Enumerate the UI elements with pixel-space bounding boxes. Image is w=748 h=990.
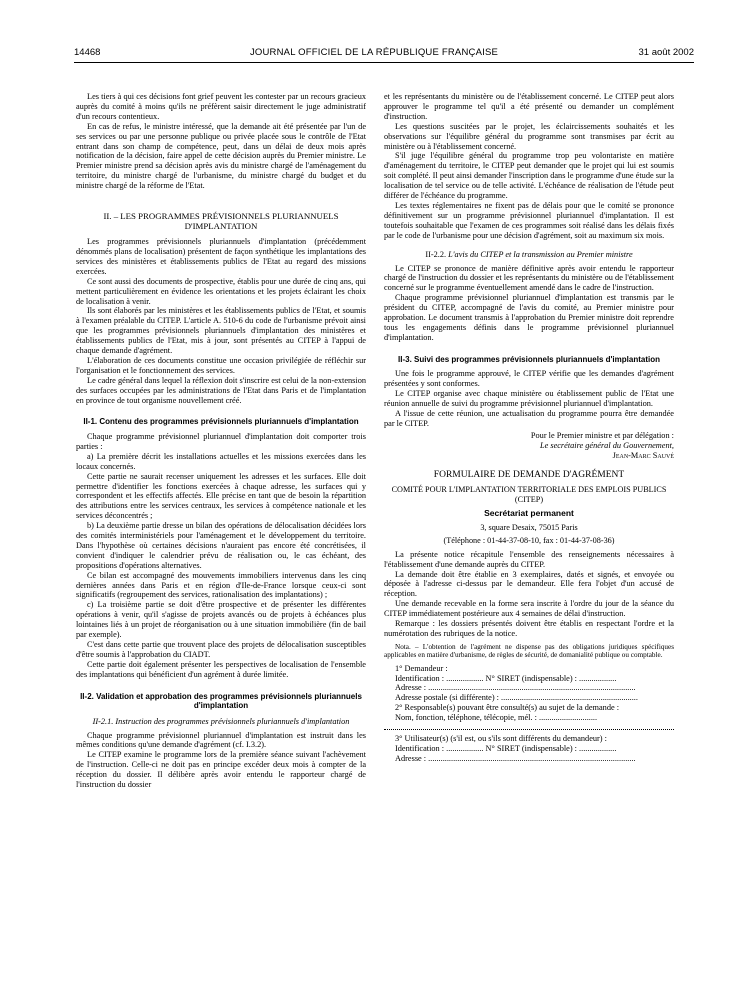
address: 3, square Desaix, 75015 Paris [480,522,578,532]
issue-date: 31 août 2002 [638,47,694,58]
paragraph: Les questions suscitées par le projet, les éclaircissements souhaités et les observations sur l'équilibre général du programme sont transmises par écrit au ministère ou à l'établissement concerné. [384,121,674,151]
form-field-label: 3° Utilisateur(s) (s'il est, ou s'ils sont différents du demandeur) : [395,734,607,744]
paragraph: Une fois le programme approuvé, le CITEP vérifie que les demandes d'agrément présentées y sont conformes. [384,369,674,389]
paragraph: Chaque programme prévisionnel pluriannuel d'implantation est instruit dans les mêmes conditions qu'une demande d'agrément (cf. I.3.2). [76,730,366,750]
paragraph: Une demande recevable en la forme sera inscrite à l'ordre du jour de la séance du CITEP immédiatement postérieure aux 4 semaines de délai d'instruction. [384,599,674,619]
paragraph: Le CITEP organise avec chaque ministère ou établissement public de l'Etat une réunion annuelle de suivi du programme prévisionnel pluriannuel d'implantation. [384,389,674,408]
paragraph: La présente notice récapitule l'ensemble des renseignements nécessaires à l'établissement d'une demande auprès du CITEP. [384,549,674,569]
paragraph: Le cadre général dans lequel la réflexion doit s'inscrire est celui de la non-extension des surfaces occupées par les administrations de l'Etat dans Paris et de l'implantation en province de tout organisme nouvellement créé. [76,375,366,405]
subsubsection-heading: II-2.1. Instruction des programmes prévisionnels pluriannuels d'implantation [92,716,350,726]
paragraph: C'est dans cette partie que trouvent place des projets de délocalisation susceptibles d'être soumis à l'approbation du CIADT. [76,640,366,659]
paragraph: Cette partie doit également présenter les perspectives de localisation de l'ensemble des implantations qui bénéficient d'un agrément à durée limitée. [76,659,366,679]
paragraph: Ce sont aussi des documents de prospective, établis pour une durée de cinq ans, qui mettent particulièrement en évidence les orientations et les projets éclairant les choix de localisation à venir. [76,276,366,306]
form-field: Adresse : .................................................................................................... [395,683,636,693]
heading-number: II-2.2. [425,249,447,259]
paragraph: La demande doit être établie en 3 exemplaires, datés et signés, et envoyée ou déposée à l'adresse ci-dessus par le demandeur. Elle fera l'objet d'un accusé de réception. [384,569,674,599]
paragraph: Cette partie ne saurait recenser uniquement les adresses et les surfaces. Elle doit permettre d'identifier les fonctions exercées à chaque adresse, les surfaces qui y correspondent et les effectifs affectés. Elle précise en tant que de besoin la répartition des attributions entre les services centraux, les services à compétence nationale et les services déconcentrés ; [76,471,366,521]
heading-text: L'avis du CITEP et la transmission au Premier ministre [448,249,633,259]
form-field: Identification : .................. N° SIRET (indispensable) : .................. [395,744,617,753]
form-field: Identification : .................. N° SIRET (indispensable) : .................. [395,673,617,683]
signatory-name: Jean-Marc Sauvé [612,450,674,460]
form-field: Adresse postale (si différente) : .................................................................. [395,693,638,703]
paragraph: b) La deuxième partie dresse un bilan des opérations de délocalisation décidées lors des comités interministériels pour l'aménagement et le développement du territoire. Dans l'hypothèse où certaines décisions n'auraient pas encore été concrétisées, il convient d'indiquer le calendrier prévu de réalisation ou, le cas échéant, des propositions d'opérations alternatives. [76,521,366,570]
paragraph: En cas de refus, le ministre intéressé, que la demande ait été présentée par l'un de ses services ou par une personne publique ou privée placée sous le contrôle de l'Etat entrant dans son champ de compétence, peut, dans un délai de deux mois après notification de la décision, faire appel de cette décision auprès du Premier ministre. Le Premier ministre prend sa décision après avis du ministre chargé de l'aménagement du territoire, du ministre chargé de l'urbanisme, du ministre chargé du budget et du ministre chargé de la réforme de l'Etat. [76,121,366,191]
paragraph: a) La première décrit les installations actuelles et les missions exercées dans les locaux concernés. [76,451,366,471]
left-column [76,92,366,790]
phone-fax: (Téléphone : 01-44-37-08-10, fax : 01-44-37-08-36) [443,536,615,546]
paragraph: Chaque programme prévisionnel pluriannuel d'implantation est transmis par le président du CITEP, accompagné de l'avis du comité, au Premier ministre pour approbation. Le document transmis à l'approbation du Premier ministre doit reprendre tous les engagements définis dans le programme prévisionnel pluriannuel d'implantation. [384,293,674,342]
right-column [384,92,674,764]
subsection-heading: II-1. Contenu des programmes prévisionnels pluriannuels d'implantation [83,417,359,427]
paragraph: Les programmes prévisionnels pluriannuels d'implantation (précédemment dénommés plans de localisation) présentent de façon synthétique les implantations des services des ministères et établissements publics de l'Etat au regard des missions exercées. [76,237,366,276]
signature-title: Le secrétaire général du Gouvernement, [539,440,674,450]
subsubsection-heading [384,250,674,260]
paragraph: Remarque : les dossiers présentés doivent être établis en respectant l'ordre et la numérotation des rubriques de la notice. [384,619,674,638]
paragraph: Le CITEP se prononce de manière définitive après avoir entendu le rapporteur chargé de l'instruction du dossier et les représentants du ministère ou de l'établissement concerné sur le programme éventuellement amendé dans le cadre de l'instruction. [384,263,674,293]
paragraph: S'il juge l'équilibre général du programme trop peu volontariste en matière d'aménagement du territoire, le CITEP peut demander que le projet qui lui est soumis soit complété. Il peut ainsi demander l'inscription dans le programme d'une étude sur la localisation de tel service ou de telle activité. L'échéance de réalisation de l'étude peut différer de l'échéance du programme. [384,151,674,201]
page-number: 14468 [74,47,101,58]
form-field-label: 1° Demandeur : [395,663,448,673]
paragraph: et les représentants du ministère ou de l'établissement concerné. Le CITEP peut alors approuver le programme tel qu'il a été présenté ou demander un complément d'instruction. [384,92,674,121]
paragraph: Ce bilan est accompagné des mouvements immobiliers intervenus dans les cinq dernières années dans Paris et en région d'Ile-de-France lorsque ceux-ci sont significatifs (regroupement des services, rationalisation des implantations) ; [76,570,366,600]
paragraph: L'élaboration de ces documents constitue une occasion privilégiée de réfléchir sur l'organisation et le fonctionnement des services. [76,355,366,375]
form-title: FORMULAIRE DE DEMANDE D'AGRÉMENT [433,470,625,481]
paragraph: Les tiers à qui ces décisions font grief peuvent les contester par un recours gracieux auprès du comité à moins qu'ils ne préfèrent saisir directement le juge administratif d'un recours contentieux. [76,92,366,121]
paragraph: Ils sont élaborés par les ministères et les établissements publics de l'Etat, et soumis à l'examen préalable du CITEP. L'article A. 510-6 du code de l'urbanisme prévoit ainsi que les programmes prévisionnels pluriannuels d'implantation des ministères et établissements publics de l'Etat, mis à jour, sont présentés au CITEP à l'appui de chaque demande d'agrément. [76,306,366,356]
page-header [0,47,748,61]
section-heading: II. – LES PROGRAMMES PRÉVISIONNELS PLURIANNUELS D'IMPLANTATION [103,211,339,232]
header-rule [74,62,694,63]
note: Nota. – L'obtention de l'agrément ne dispense pas des obligations juridiques spécifiques applicables en matière d'urbanisme, de règles de sécurité, de domanialité publique ou comptable. [384,642,674,660]
subsection-heading: II-2. Validation et approbation des programmes prévisionnels pluriannuels d'implantation [80,691,362,711]
secretariat: Secrétariat permanent [484,507,574,518]
paragraph: c) La troisième partie se doit d'être prospective et de présenter les différentes opérations à venir, qu'il s'agisse de projets avancés ou de projets à échéances plus lointaines liés à un projet de réorganisation ou à une situation immobilière (fin de bail par exemple). [76,600,366,640]
paragraph: Les textes réglementaires ne fixent pas de délais pour que le comité se prononce définitivement sur un programme prévisionnel pluriannuel d'implantation. Il est toutefois souhaitable que l'examen de ces programmes soit réalisé dans les délais fixés par le code de l'urbanisme pour une décision d'agrément, soit au maximum six mois. [384,200,674,240]
form-field-label: 2° Responsable(s) pouvant être consulté(s) au sujet de la demande : [395,703,620,713]
paragraph: A l'issue de cette réunion, une actualisation du programme pourra être demandée par le CITEP. [384,408,674,428]
signature-line: Pour le Premier ministre et par délégation : [530,430,674,440]
form-field: Nom, fonction, téléphone, télécopie, mél. : ............................ [395,713,598,723]
committee-name: COMITÉ POUR L'IMPLANTATION TERRITORIALE DES EMPLOIS PUBLICS (CITEP) [391,485,667,504]
paragraph: Le CITEP examine le programme lors de la première séance suivant l'achèvement de l'instruction. Celle-ci ne doit pas en principe excéder deux mois à compter de la réception du dossier. Il délibère après avoir entendu le rapporteur chargé de l'instruction du dossier [76,750,366,790]
subsection-heading: II-3. Suivi des programmes prévisionnels pluriannuels d'implantation [398,354,660,364]
form-field: Adresse : .................................................................................................... [395,753,636,763]
paragraph: Chaque programme prévisionnel pluriannuel d'implantation doit comporter trois parties : [76,431,366,451]
journal-title: JOURNAL OFFICIEL DE LA RÉPUBLIQUE FRANÇAISE [249,47,499,58]
form-separator [384,729,674,730]
